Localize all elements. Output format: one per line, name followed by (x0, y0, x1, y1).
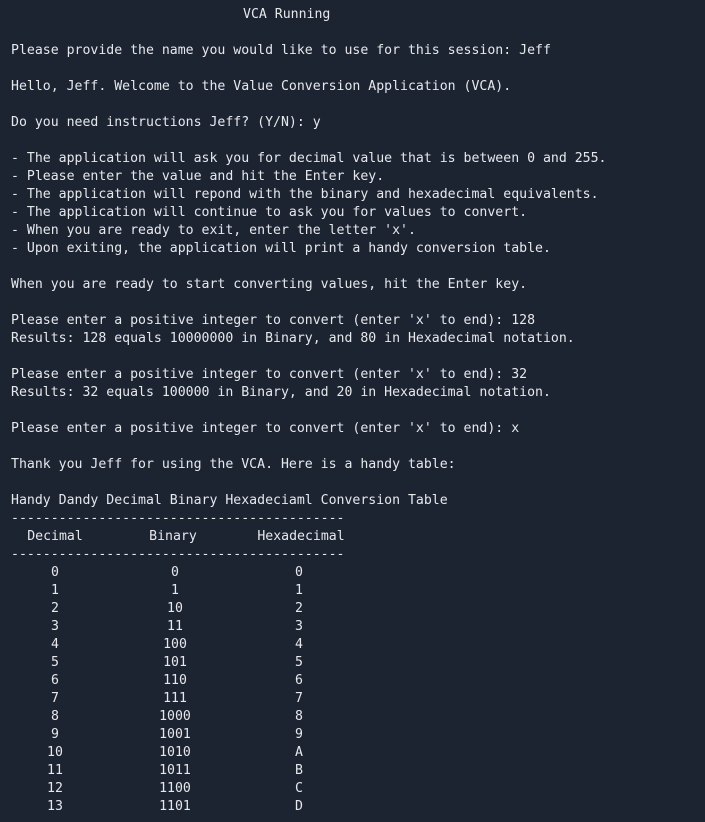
thanks-message: Thank you Jeff for using the VCA. Here is a handy table: (11, 457, 456, 472)
binary-cell: 1100 (159, 781, 191, 796)
hexadecimal-cell: 9 (295, 727, 303, 742)
table-row (11, 618, 701, 636)
table-row (11, 582, 701, 600)
binary-cell: 1 (171, 583, 179, 598)
header-hexadecimal: Hexadecimal (257, 529, 345, 544)
table-separator: ------------------------------------------ (11, 547, 345, 562)
header-binary: Binary (149, 529, 197, 544)
decimal-cell: 7 (51, 691, 59, 706)
decimal-cell: 3 (51, 619, 59, 634)
binary-cell: 1001 (159, 727, 191, 742)
instruction-line: - The application will repond with the binary and hexadecimal equivalents. (11, 187, 599, 202)
header-decimal: Decimal (27, 529, 83, 544)
blank-line (11, 348, 701, 366)
hexadecimal-cell: C (295, 781, 303, 796)
binary-cell: 110 (163, 673, 187, 688)
decimal-cell: 0 (51, 565, 59, 580)
instructions-prompt: Do you need instructions Jeff? (Y/N): y (11, 115, 321, 130)
table-row (11, 636, 701, 654)
hexadecimal-cell: 7 (295, 691, 303, 706)
blank-line (11, 294, 701, 312)
decimal-cell: 10 (47, 745, 63, 760)
table-body (11, 564, 701, 816)
instruction-line: - Please enter the value and hit the Enter key. (11, 169, 385, 184)
conversion-prompt: Please enter a positive integer to convert (enter 'x' to end): 128 (11, 313, 536, 328)
table-row (11, 762, 701, 780)
decimal-cell: 11 (47, 763, 63, 778)
table-row (11, 672, 701, 690)
instruction-line: - When you are ready to exit, enter the letter 'x'. (11, 223, 416, 238)
decimal-cell: 6 (51, 673, 59, 688)
exit-prompt: Please enter a positive integer to convert (enter 'x' to end): x (11, 421, 520, 436)
hexadecimal-cell: B (295, 763, 303, 778)
welcome-message: Hello, Jeff. Welcome to the Value Conversion Application (VCA). (11, 79, 512, 94)
window-title: VCA Running (243, 7, 331, 22)
table-header-row (11, 528, 701, 546)
hexadecimal-cell: A (295, 745, 303, 760)
table-row (11, 690, 701, 708)
conversion-result: Results: 32 equals 100000 in Binary, and 20 in Hexadecimal notation. (11, 385, 551, 400)
table-row (11, 600, 701, 618)
table-row (11, 780, 701, 798)
binary-cell: 11 (167, 619, 183, 634)
decimal-cell: 2 (51, 601, 59, 616)
binary-cell: 100 (163, 637, 187, 652)
binary-cell: 1011 (159, 763, 191, 778)
blank-line (11, 402, 701, 420)
blank-line (11, 96, 701, 114)
decimal-cell: 9 (51, 727, 59, 742)
binary-cell: 10 (167, 601, 183, 616)
hexadecimal-cell: 5 (295, 655, 303, 670)
table-row (11, 708, 701, 726)
hexadecimal-cell: 2 (295, 601, 303, 616)
table-row (11, 726, 701, 744)
table-separator: ------------------------------------------ (11, 511, 345, 526)
blank-line (11, 132, 701, 150)
hexadecimal-cell: 3 (295, 619, 303, 634)
instruction-line: - The application will continue to ask you for values to convert. (11, 205, 528, 220)
hexadecimal-cell: 8 (295, 709, 303, 724)
blank-line (11, 60, 701, 78)
conversion-result: Results: 128 equals 10000000 in Binary, and 80 in Hexadecimal notation. (11, 331, 575, 346)
table-row (11, 564, 701, 582)
hexadecimal-cell: 1 (295, 583, 303, 598)
decimal-cell: 5 (51, 655, 59, 670)
name-prompt: Please provide the name you would like to use for this session: Jeff (11, 43, 551, 58)
blank-line (11, 258, 701, 276)
decimal-cell: 4 (51, 637, 59, 652)
binary-cell: 1101 (159, 799, 191, 814)
hexadecimal-cell: 4 (295, 637, 303, 652)
hexadecimal-cell: 0 (295, 565, 303, 580)
instruction-line: - The application will ask you for decimal value that is between 0 and 255. (11, 151, 607, 166)
binary-cell: 0 (171, 565, 179, 580)
decimal-cell: 8 (51, 709, 59, 724)
decimal-cell: 13 (47, 799, 63, 814)
ready-prompt: When you are ready to start converting values, hit the Enter key. (11, 277, 528, 292)
binary-cell: 101 (163, 655, 187, 670)
instruction-line: - Upon exiting, the application will print a handy conversion table. (11, 241, 551, 256)
hexadecimal-cell: D (295, 799, 303, 814)
table-row (11, 744, 701, 762)
table-row (11, 798, 701, 816)
decimal-cell: 1 (51, 583, 59, 598)
binary-cell: 111 (163, 691, 187, 706)
blank-line (11, 24, 701, 42)
blank-line (11, 474, 701, 492)
conversion-prompt: Please enter a positive integer to convert (enter 'x' to end): 32 (11, 367, 528, 382)
hexadecimal-cell: 6 (295, 673, 303, 688)
binary-cell: 1010 (159, 745, 191, 760)
blank-line (11, 438, 701, 456)
terminal-output[interactable] (11, 6, 701, 816)
table-row (11, 654, 701, 672)
binary-cell: 1000 (159, 709, 191, 724)
decimal-cell: 12 (47, 781, 63, 796)
table-title: Handy Dandy Decimal Binary Hexadeciaml Conversion Table (11, 493, 448, 508)
